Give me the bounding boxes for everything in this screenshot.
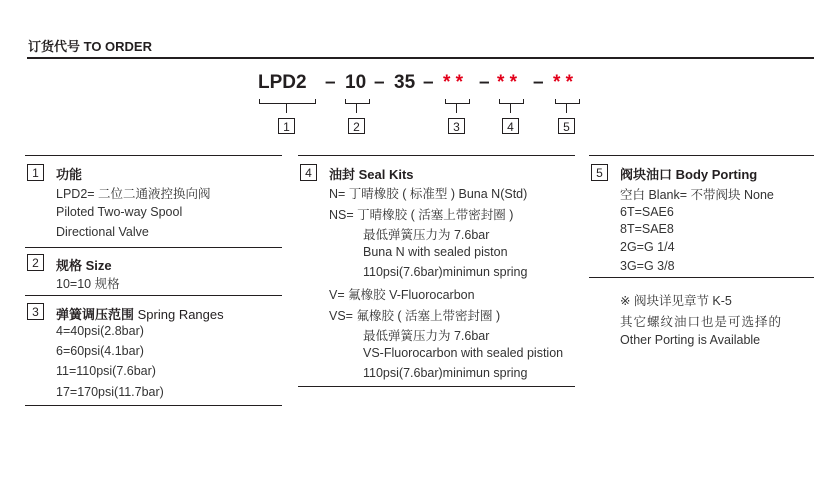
callout-1: 1 — [278, 118, 295, 134]
function-line: Piloted Two-way Spool — [56, 205, 183, 219]
seal-line: 110psi(7.6bar)minimun spring — [363, 265, 528, 279]
seal-line: N= 丁晴橡胶 ( 标准型 ) Buna N(Std) — [329, 187, 528, 201]
spring-line: 11=110psi(7.6bar) — [56, 364, 156, 378]
porting-line: 8T=SAE8 — [620, 222, 674, 236]
size-line: 10=10 规格 — [56, 277, 120, 291]
spring-line: 17=170psi(11.7bar) — [56, 385, 164, 399]
section-number: 4 — [300, 164, 317, 181]
code-bracket — [555, 99, 580, 104]
code-dash: – — [325, 72, 336, 93]
code-size: 10 — [345, 72, 367, 93]
porting-line: 6T=SAE6 — [620, 205, 674, 219]
code-bracket-stem — [456, 104, 457, 113]
code-bracket-stem — [566, 104, 567, 113]
section-number: 5 — [591, 164, 608, 181]
function-line: LPD2= 二位二通液控换向阀 — [56, 187, 211, 201]
code-bracket — [259, 99, 316, 104]
seal-line: VS-Fluorocarbon with sealed pistion — [363, 346, 564, 360]
code-bracket — [445, 99, 470, 104]
header-divider — [27, 57, 814, 59]
porting-note: Other Porting is Available — [620, 333, 761, 347]
section-title-seal: 油封 Seal Kits — [329, 167, 414, 182]
section-number: 1 — [27, 164, 44, 181]
section-number: 2 — [27, 254, 44, 271]
seal-line: NS= 丁晴橡胶 ( 活塞上带密封圈 ) — [329, 208, 514, 222]
code-spring: 35 — [394, 72, 416, 93]
seal-line: 110psi(7.6bar)minimun spring — [363, 366, 528, 380]
section-title-spring: 弹簧调压范围 Spring Ranges — [56, 307, 224, 322]
section-divider — [298, 386, 575, 387]
code-bracket-stem — [510, 104, 511, 113]
callout-3: 3 — [448, 118, 465, 134]
porting-note: 其它螺纹油口也是可选择的 — [620, 315, 783, 329]
code-dash: – — [533, 72, 544, 93]
code-body-slot: * * — [497, 72, 518, 93]
porting-line: 2G=G 1/4 — [620, 240, 675, 254]
code-dash: – — [374, 72, 385, 93]
code-prefix: LPD2 — [258, 72, 307, 93]
section-divider — [589, 277, 814, 278]
page-title: 订货代号 TO ORDER — [28, 39, 152, 54]
seal-line: V= 氟橡胶 V-Fluorocarbon — [329, 288, 475, 302]
seal-line: VS= 氟橡胶 ( 活塞上带密封圈 ) — [329, 309, 501, 323]
function-line: Directional Valve — [56, 225, 149, 239]
code-bracket — [499, 99, 524, 104]
seal-line: 最低弹簧压力为 7.6bar — [363, 228, 490, 242]
spring-line: 4=40psi(2.8bar) — [56, 324, 144, 338]
section-divider — [25, 295, 282, 296]
callout-2: 2 — [348, 118, 365, 134]
code-dash: – — [479, 72, 490, 93]
seal-line: 最低弹簧压力为 7.6bar — [363, 329, 490, 343]
code-seal-slot: * * — [443, 72, 464, 93]
code-bracket-stem — [356, 104, 357, 113]
section-divider — [298, 155, 575, 156]
porting-note: ※ 阀块详见章节 K-5 — [620, 294, 732, 308]
section-divider — [25, 155, 282, 156]
code-dash: – — [423, 72, 434, 93]
section-title-size: 规格 Size — [56, 258, 112, 273]
callout-5: 5 — [558, 118, 575, 134]
code-port-slot: * * — [553, 72, 574, 93]
porting-line: 空白 Blank= 不带阀块 None — [620, 188, 774, 202]
section-title-function: 功能 — [56, 167, 83, 182]
code-bracket-stem — [286, 104, 287, 113]
section-title-porting: 阀块油口 Body Porting — [620, 167, 758, 182]
code-bracket — [345, 99, 370, 104]
section-divider — [589, 155, 814, 156]
section-number: 3 — [27, 303, 44, 320]
spring-line: 6=60psi(4.1bar) — [56, 344, 144, 358]
callout-4: 4 — [502, 118, 519, 134]
section-divider — [25, 405, 282, 406]
porting-line: 3G=G 3/8 — [620, 259, 675, 273]
section-divider — [25, 247, 282, 248]
seal-line: Buna N with sealed piston — [363, 245, 508, 259]
